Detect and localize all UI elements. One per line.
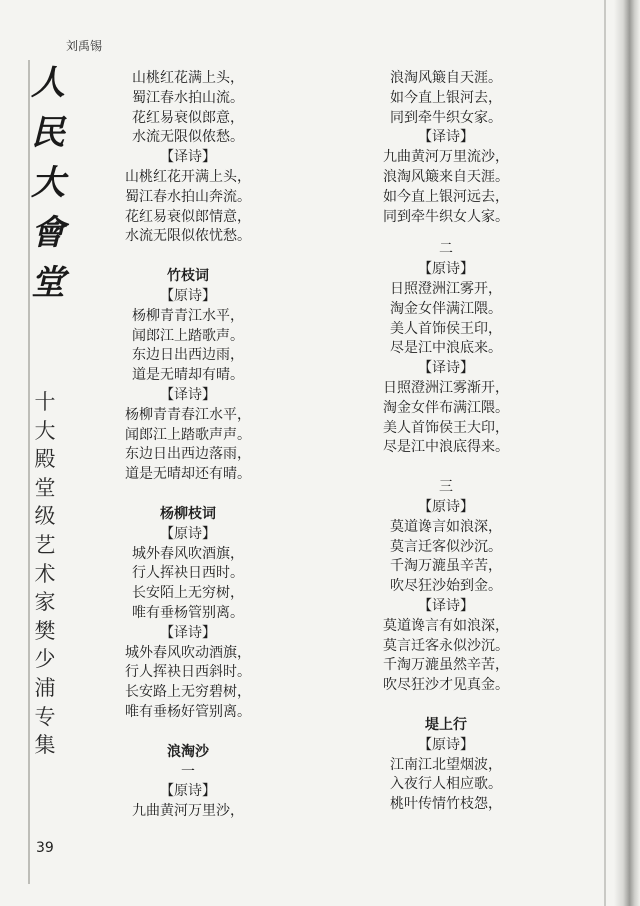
- verse-line: 长安路上无穷碧树，: [125, 684, 251, 701]
- verse-line: 道是无晴却还有晴。: [125, 466, 251, 483]
- subtitle-char: 少: [34, 647, 56, 672]
- verse-line: 行人挥袂日西时。: [132, 565, 244, 582]
- verse-line: 蜀江春水拍山流。: [132, 89, 244, 106]
- section-number: 二: [439, 241, 453, 258]
- poem-zhuzhici: [88, 267, 288, 485]
- section-number: 三: [439, 479, 453, 496]
- verse-line: 东边日出西边落雨，: [125, 446, 251, 463]
- verse-line: 唯有垂杨管别离。: [132, 604, 244, 621]
- verse-line: 行人挥袂日西斜时。: [125, 664, 251, 681]
- verse-line: 入夜行人相应歌。: [390, 776, 502, 793]
- langtaosha-1-continued: [346, 69, 546, 227]
- verse-line: 莫言迁客永似沙沉。: [383, 637, 509, 654]
- poem-title: 堤上行: [425, 716, 467, 733]
- verse-line: 道是无晴却有晴。: [132, 367, 244, 384]
- subtitle-char: 集: [34, 733, 56, 758]
- verse-line: 城外春风吹酒旗，: [132, 545, 244, 562]
- subtitle-char: 殿: [34, 447, 56, 472]
- verse-line: 浪淘风簸自天涯。: [390, 70, 502, 86]
- brand-char: 堂: [31, 263, 65, 303]
- verse-line: 如今直上银河去，: [390, 89, 502, 106]
- verse-line: 江南江北望烟波，: [390, 756, 502, 773]
- verse-line: 城外春风吹动酒旗，: [125, 644, 251, 661]
- langtaosha-3: [346, 478, 546, 696]
- original-label: 【原诗】: [160, 525, 216, 542]
- original-label: 【原诗】: [160, 287, 216, 304]
- verse-line: 尽是江中浪底来。: [390, 340, 502, 357]
- verse-line: 水流无限似侬愁。: [132, 129, 244, 146]
- subtitle-char: 大: [34, 418, 56, 443]
- page-binding-edge: [614, 0, 640, 906]
- poem-title: 杨柳枝词: [160, 505, 216, 522]
- verse-line: 九曲黄河万里沙，: [132, 803, 244, 820]
- translation-label: 【译诗】: [418, 129, 474, 146]
- page-number: 39: [36, 840, 54, 856]
- original-label: 【原诗】: [160, 783, 216, 800]
- verse-line: 尽是江中浪底得来。: [383, 439, 509, 456]
- verse-line: 唯有垂杨好管别离。: [125, 703, 251, 720]
- verse-line: 杨柳青青江水平，: [132, 307, 244, 324]
- verse-line: 桃叶传情竹枝怨，: [390, 796, 502, 813]
- langtaosha-2: [346, 240, 546, 458]
- verse-line: 东边日出西边雨，: [132, 347, 244, 364]
- subtitle-char: 家: [34, 590, 56, 615]
- subtitle-char: 术: [34, 561, 56, 586]
- left-text-column: [88, 69, 288, 822]
- poem-yangliuzhici: [88, 505, 288, 723]
- subtitle-char: 十: [34, 390, 56, 414]
- verse-line: 美人首饰侯王大印，: [383, 419, 509, 436]
- translation-label: 【译诗】: [160, 386, 216, 403]
- translation-label: 【译诗】: [160, 149, 216, 166]
- verse-line: 吹尽狂沙才见真金。: [383, 677, 509, 694]
- verse-line: 淘金女伴布满江隈。: [383, 399, 509, 416]
- verse-line: 日照澄洲江雾开，: [390, 280, 502, 297]
- author-name: 刘禹锡: [66, 39, 103, 53]
- poem-title: 浪淘沙: [167, 743, 209, 760]
- verse-line: 杨柳青青春江水平，: [125, 406, 251, 423]
- brand-char: 大: [31, 163, 65, 203]
- verse-line: 花红易衰似郎意，: [132, 109, 244, 126]
- verse-line: 同到牵牛织女家。: [390, 109, 502, 126]
- subtitle-char: 堂: [34, 475, 56, 500]
- brand-char: 民: [31, 113, 65, 153]
- translation-label: 【译诗】: [418, 360, 474, 377]
- verse-line: 莫言迁客似沙沉。: [390, 538, 502, 555]
- poem-title: 竹枝词: [167, 268, 209, 285]
- brand-calligraphy: [28, 58, 68, 308]
- section-number: 一: [181, 763, 195, 780]
- subtitle-char: 专: [34, 704, 56, 729]
- book-subtitle: [30, 388, 60, 760]
- verse-line: 九曲黄河万里流沙，: [383, 149, 509, 166]
- verse-line: 淘金女伴满江隈。: [390, 300, 502, 317]
- verse-line: 美人首饰侯王印，: [390, 320, 502, 337]
- poem-continued: [88, 69, 288, 247]
- verse-line: 山桃红花满上头，: [132, 70, 244, 86]
- subtitle-char: 樊: [34, 618, 56, 643]
- page-fold-line: [604, 0, 606, 906]
- verse-line: 莫道谗言如浪深，: [390, 518, 502, 535]
- subtitle-char: 艺: [34, 532, 56, 557]
- verse-line: 闻郎江上踏歌声声。: [125, 426, 251, 443]
- subtitle-char: 级: [34, 504, 56, 529]
- poem-dishangxing: [346, 716, 546, 815]
- verse-line: 花红易衰似郎情意，: [125, 208, 251, 225]
- verse-line: 长安陌上无穷树，: [132, 585, 244, 602]
- original-label: 【原诗】: [418, 498, 474, 515]
- verse-line: 同到牵牛织女人家。: [383, 208, 509, 225]
- verse-line: 吹尽狂沙始到金。: [390, 578, 502, 595]
- verse-line: 千淘万漉虽然辛苦，: [383, 657, 509, 674]
- verse-line: 莫道谗言有如浪深，: [383, 617, 509, 634]
- translation-label: 【译诗】: [418, 597, 474, 614]
- right-text-column: [346, 69, 546, 815]
- verse-line: 山桃红花开满上头，: [125, 168, 251, 185]
- poem-langtaosha-1: [88, 743, 288, 822]
- verse-line: 日照澄洲江雾渐开，: [383, 379, 509, 396]
- verse-line: 蜀江春水拍山奔流。: [125, 188, 251, 205]
- subtitle-char: 浦: [34, 675, 56, 700]
- original-label: 【原诗】: [418, 736, 474, 753]
- verse-line: 浪淘风簸来自天涯。: [383, 168, 509, 185]
- brand-char: 會: [31, 213, 65, 253]
- verse-line: 水流无限似侬忧愁。: [125, 228, 251, 245]
- original-label: 【原诗】: [418, 261, 474, 278]
- translation-label: 【译诗】: [160, 624, 216, 641]
- verse-line: 千淘万漉虽辛苦，: [390, 558, 502, 575]
- brand-char: 人: [31, 63, 65, 103]
- verse-line: 闻郎江上踏歌声。: [132, 327, 244, 344]
- verse-line: 如今直上银河远去，: [383, 188, 509, 205]
